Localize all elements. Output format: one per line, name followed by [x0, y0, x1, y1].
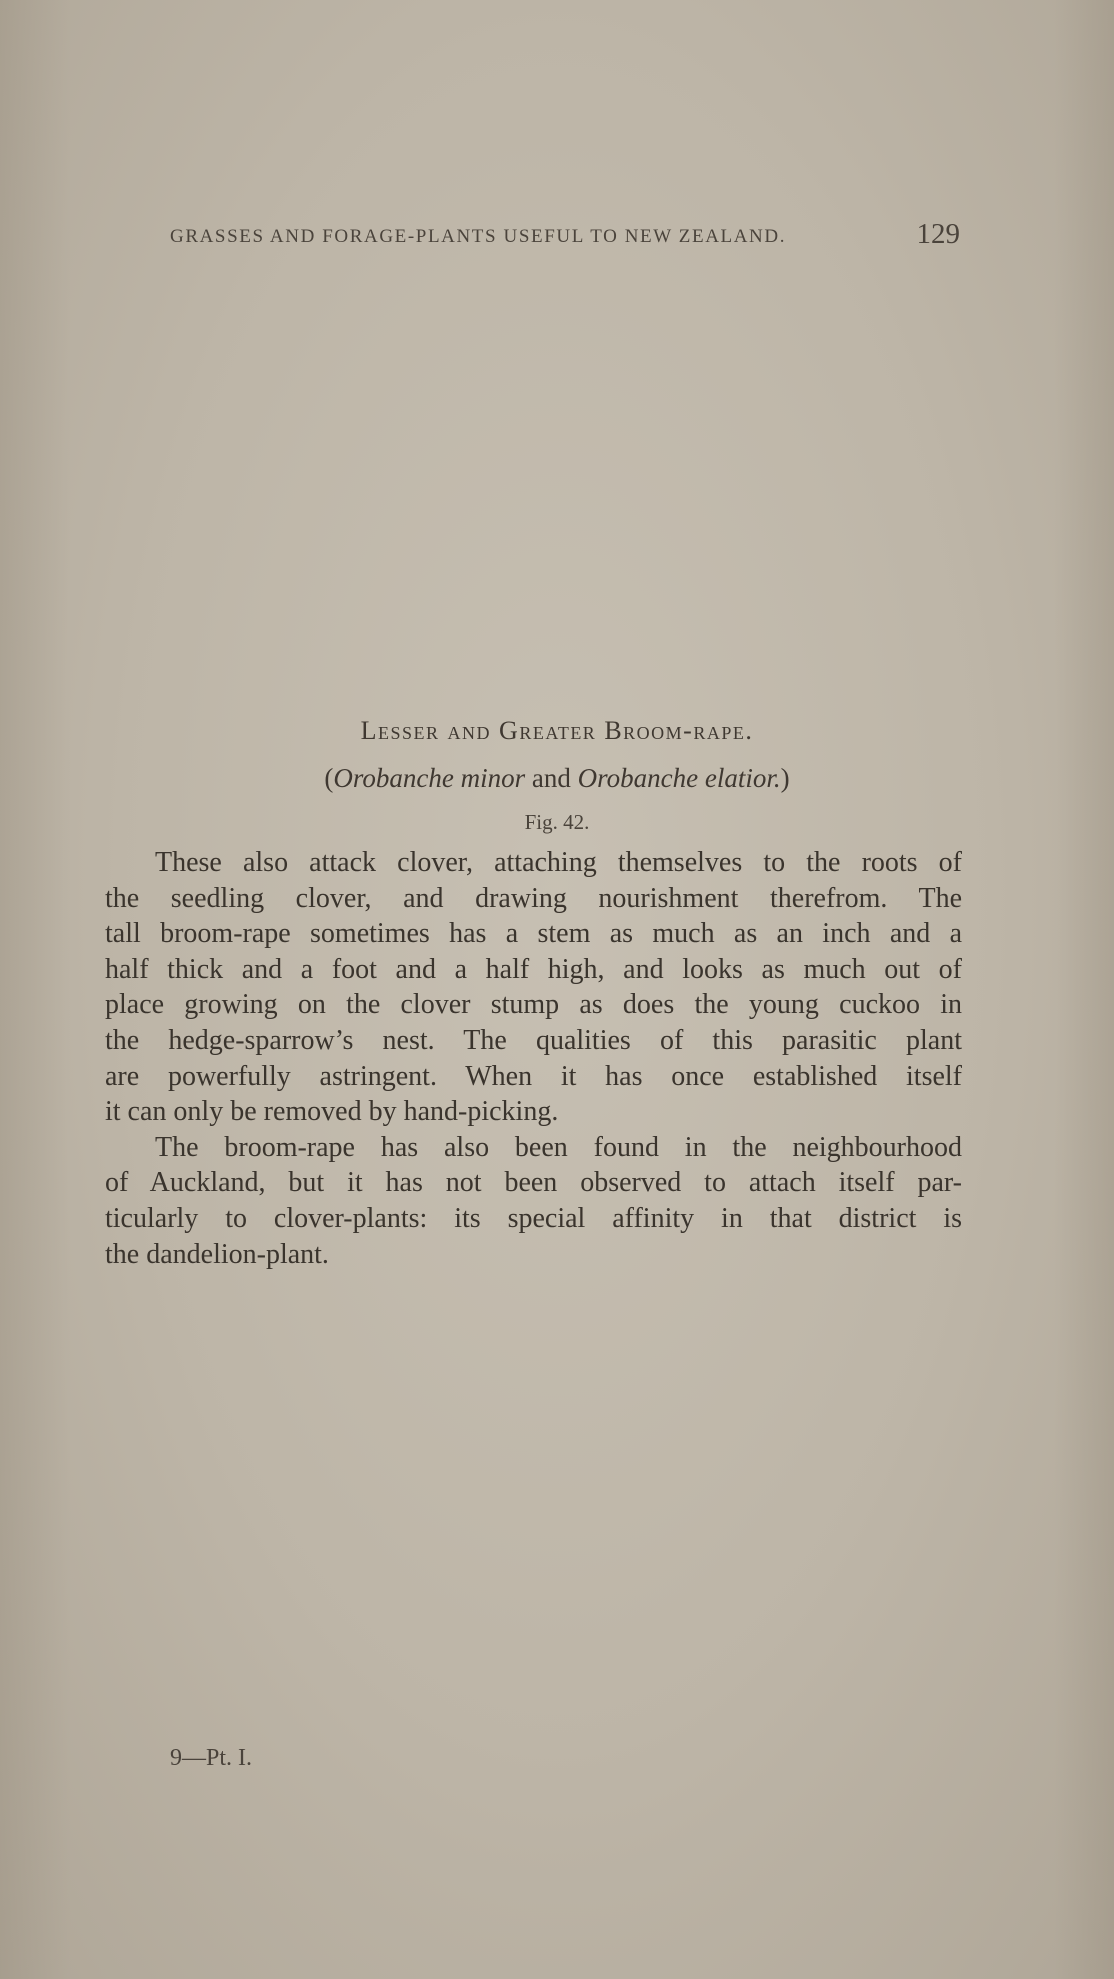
text-line: half thick and a foot and a half high, and looks as much out of	[105, 953, 962, 985]
text-line: the seedling clover, and drawing nourishment therefrom. The	[105, 882, 962, 914]
text-line: place growing on the clover stump as does the young cuckoo in	[105, 989, 962, 1021]
page-number: 129	[916, 218, 960, 250]
running-title: GRASSES AND FORAGE-PLANTS USEFUL TO NEW ZEALAND.	[170, 226, 787, 247]
text-line: it can only be removed by hand-picking.	[105, 1096, 559, 1128]
subtitle-and: and	[525, 763, 578, 793]
text-line: the dandelion-plant.	[105, 1238, 329, 1270]
signature-mark: 9—Pt. I.	[170, 1745, 253, 1771]
paragraph-2	[105, 1130, 962, 1272]
text-line: the hedge-sparrow’s nest. The qualities of this parasitic plant	[105, 1024, 962, 1056]
text-line: of Auckland, but it has not been observed to attach itself par-	[105, 1167, 962, 1199]
section-title: Lesser and Greater Broom-rape.	[360, 716, 754, 745]
species-minor: Orobanche minor	[333, 763, 526, 793]
text-line: are powerfully astringent. When it has once established itself	[105, 1060, 962, 1092]
body-text	[105, 845, 962, 1272]
text-line: tall broom-rape sometimes has a stem as much as an inch and a	[105, 918, 962, 950]
section-subtitle	[0, 763, 1114, 794]
text-line: These also attack clover, attaching themselves to the roots of	[155, 847, 962, 878]
subtitle-open-paren: (	[324, 763, 334, 793]
page-shadow-left	[0, 0, 70, 1979]
text-line: The broom-rape has also been found in the neighbourhood	[155, 1131, 962, 1163]
running-head	[170, 218, 960, 258]
text-line: ticularly to clover-plants: its special affinity in that district is	[105, 1202, 962, 1234]
species-elatior: Orobanche elatior.	[577, 763, 781, 793]
figure-reference: Fig. 42.	[524, 810, 590, 834]
subtitle-close-paren: )	[780, 763, 790, 793]
page-shadow-right	[1054, 0, 1114, 1979]
paragraph-1	[105, 845, 962, 1130]
